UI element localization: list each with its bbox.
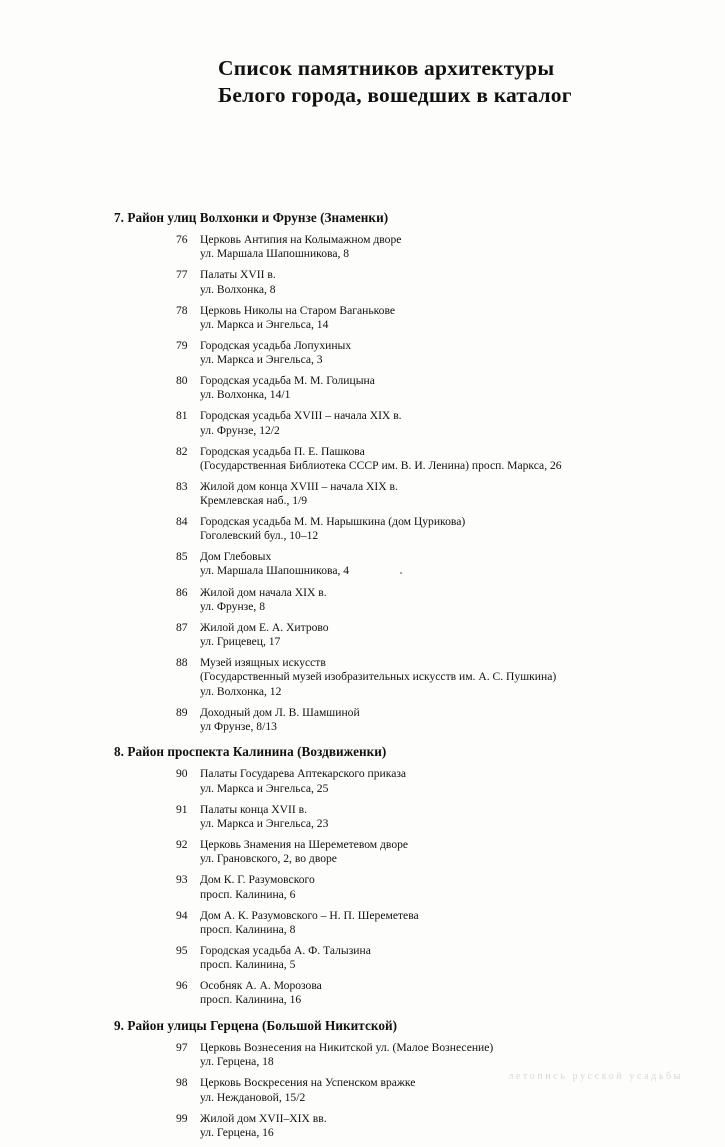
entry-body [200, 374, 674, 403]
entry-address: ул. Маркса и Энгельса, 25 [200, 781, 329, 795]
entry-number: 79 [176, 338, 188, 352]
section-heading: 8. Район проспекта Калинина (Воздвиженки) [114, 744, 387, 760]
entry-number: 94 [176, 908, 188, 922]
list-item [114, 550, 674, 579]
entry-name: Городская усадьба М. М. Нарышкина (дом Цурикова) [200, 514, 466, 528]
entry-number: 85 [176, 550, 188, 564]
entry-number: 93 [176, 873, 188, 887]
entry-name: Дом Глебовых [200, 550, 272, 564]
entry-number: 96 [176, 979, 188, 993]
entry-address: ул. Фрунзе, 12/2 [200, 423, 280, 437]
entry-address: просп. Калинина, 5 [200, 958, 296, 972]
section-heading: 7. Район улиц Волхонки и Фрунзе (Знаменки) [114, 210, 389, 225]
entry-subtitle: (Государственная Библиотека СССР им. В. И. Ленина) просп. Маркса, 26 [200, 458, 562, 472]
entry-number: 80 [176, 374, 188, 388]
list-item [114, 909, 674, 938]
list-item [114, 767, 674, 796]
entry-number: 89 [176, 705, 188, 719]
entry-address: ул. Волхонка, 12 [200, 684, 282, 698]
entry-name: Городская усадьба А. Ф. Талызина [200, 943, 371, 957]
entry-address: Гоголевский бул., 10–12 [200, 529, 319, 543]
entry-number: 81 [176, 409, 188, 423]
entry-address: ул. Грицевец, 17 [200, 635, 281, 649]
list-item [114, 409, 674, 438]
entry-number: 97 [176, 1041, 188, 1055]
entry-body [200, 873, 674, 902]
page-title [218, 55, 658, 109]
entry-name: Палаты XVII в. [200, 268, 276, 282]
entry-address: ул. Герцена, 16 [200, 1125, 274, 1139]
entry-address: просп. Калинина, 16 [200, 993, 302, 1007]
entry-number: 98 [176, 1076, 188, 1090]
page-title-line-2: Белого города, вошедших в каталог [218, 83, 572, 107]
entry-name: Городская усадьба П. Е. Пашкова [200, 444, 365, 458]
entry-body [200, 445, 674, 473]
list-item [114, 706, 674, 735]
entry-name: Музей изящных искусств [200, 656, 326, 670]
entry-body [200, 339, 674, 368]
entry-number: 83 [176, 479, 188, 493]
entry-body [200, 944, 674, 973]
entry-number: 86 [176, 585, 188, 599]
list-item [114, 1041, 674, 1070]
list-item [114, 445, 674, 473]
entry-name: Особняк А. А. Морозова [200, 979, 322, 993]
entry-body [200, 767, 674, 796]
entry-name: Церковь Знамения на Шереметевом дворе [200, 838, 409, 852]
list-section [114, 210, 674, 734]
entry-body [200, 480, 674, 509]
list-item [114, 480, 674, 509]
entry-body [200, 706, 674, 735]
entry-address: ул Фрунзе, 8/13 [200, 719, 277, 733]
list-item [114, 944, 674, 973]
list-item [114, 656, 674, 699]
entry-name: Доходный дом Л. В. Шамшиной [200, 705, 360, 719]
entry-address: ул. Неждановой, 15/2 [200, 1090, 306, 1104]
entry-name: Церковь Вознесения на Никитской ул. (Малое Вознесение) [200, 1041, 494, 1055]
list-item [114, 586, 674, 615]
entry-name: Жилой дом начала XIX в. [200, 585, 327, 599]
list-item [114, 873, 674, 902]
list-item [114, 268, 674, 297]
entry-address: ул. Волхонка, 14/1 [200, 388, 291, 402]
list-item [114, 339, 674, 368]
entry-body [200, 586, 674, 615]
entry-subtitle: (Государственный музей изобразительных искусств им. А. С. Пушкина) [200, 670, 557, 684]
entry-body [200, 268, 674, 297]
entry-address: просп. Калинина, 8 [200, 922, 296, 936]
entry-name: Жилой дом конца XVIII – начала XIX в. [200, 479, 398, 493]
entry-number: 76 [176, 233, 188, 246]
entry-name: Дом А. К. Разумовского – Н. П. Шереметева [200, 908, 419, 922]
entry-name: Церковь Николы на Старом Ваганькове [200, 303, 396, 317]
entry-address: ул. Маркса и Энгельса, 3 [200, 353, 323, 367]
entry-body [200, 1041, 674, 1070]
entry-body [200, 233, 674, 262]
entry-number: 77 [176, 268, 188, 282]
entry-body [200, 656, 674, 699]
list-item [114, 838, 674, 867]
entry-number: 88 [176, 656, 188, 670]
entry-name: Дом К. Г. Разумовского [200, 873, 315, 887]
list-item [114, 233, 674, 262]
entry-name: Городская усадьба М. М. Голицына [200, 374, 375, 388]
entry-body [200, 550, 674, 579]
entry-body [200, 304, 674, 333]
entry-name: Церковь Антипия на Колымажном дворе [200, 233, 402, 246]
entry-address: ул. Маркса и Энгельса, 14 [200, 317, 329, 331]
entry-body [200, 909, 674, 938]
entry-number: 87 [176, 620, 188, 634]
list-item [114, 979, 674, 1008]
entry-number: 84 [176, 514, 188, 528]
entry-body [200, 979, 674, 1008]
entry-body [200, 838, 674, 867]
entry-name: Городская усадьба Лопухиных [200, 338, 352, 352]
entry-body [200, 409, 674, 438]
entry-address: ул. Герцена, 18 [200, 1055, 274, 1069]
entry-body [200, 515, 674, 544]
list-item [114, 304, 674, 333]
entry-address: ул. Волхонка, 8 [200, 282, 276, 296]
entry-name: Жилой дом XVII–XIX вв. [200, 1111, 327, 1125]
entry-address: ул. Маркса и Энгельса, 23 [200, 816, 329, 830]
list-item [114, 621, 674, 650]
entry-number: 95 [176, 943, 188, 957]
section-heading: 9. Район улицы Герцена (Большой Никитской) [114, 1018, 398, 1034]
page-title-line-1: Список памятников архитектуры [218, 56, 555, 80]
entry-number: 82 [176, 444, 188, 458]
entry-number: 99 [176, 1111, 188, 1125]
entry-address: ул. Грановского, 2, во дворе [200, 852, 337, 866]
list-section [114, 744, 674, 1008]
entry-address: ул. Маршала Шапошникова, 4 [200, 564, 350, 578]
entry-number: 92 [176, 838, 188, 852]
entry-name: Палаты конца XVII в. [200, 802, 308, 816]
entry-number: 90 [176, 767, 188, 781]
entry-name: Жилой дом Е. А. Хитрово [200, 620, 329, 634]
monument-list [114, 200, 674, 1147]
list-item [114, 803, 674, 832]
footer-watermark: летопись русской усадьбы [508, 1071, 683, 1082]
entry-number: 91 [176, 802, 188, 816]
entry-name: Церковь Воскресения на Успенском вражке [200, 1076, 416, 1090]
entry-address: ул. Маршала Шапошникова, 8 [200, 247, 350, 261]
entry-number: 78 [176, 303, 188, 317]
entry-name: Палаты Государева Аптекарского приказа [200, 767, 407, 781]
list-item [114, 1112, 674, 1141]
list-item [114, 374, 674, 403]
list-item [114, 515, 674, 544]
paper-speck [400, 572, 402, 574]
entry-address: просп. Калинина, 6 [200, 887, 296, 901]
entry-body [200, 803, 674, 832]
entry-address: ул. Фрунзе, 8 [200, 599, 265, 613]
entry-name: Городская усадьба XVIII – начала XIX в. [200, 409, 402, 423]
entry-body [200, 621, 674, 650]
entry-address: Кремлевская наб., 1/9 [200, 493, 308, 507]
entry-body [200, 1112, 674, 1141]
